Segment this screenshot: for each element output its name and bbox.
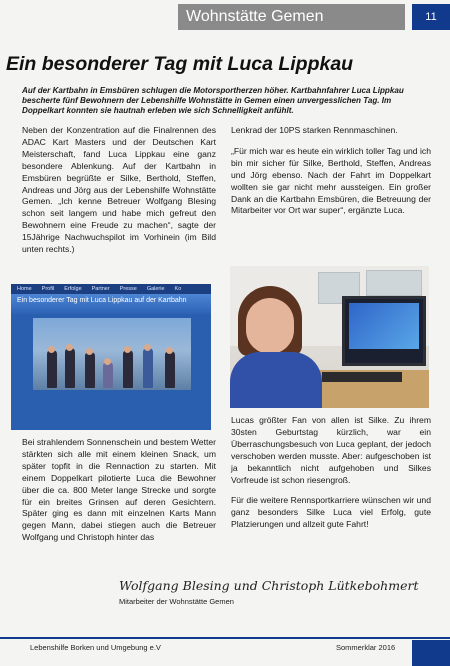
column-left-bottom xyxy=(22,437,216,553)
nav-item: Ko xyxy=(174,286,182,292)
footer-issue: Sommerklar 2016 xyxy=(336,643,396,652)
page-number: 11 xyxy=(412,4,450,30)
article-lead: Auf der Kartbahn in Emsbüren schlugen die Motorsportherzen höher. Kartbahnfahrer Luca Lippkau bescherte fünf Bewohnern der Lebenshilfe Wohnstätte in Gemen einen unvergesslichen Tag. Im Doppelkart konnten sie hautnah erleben wie sich Schnelligkeit anfühlt. xyxy=(22,86,404,115)
footer-publisher: Lebenshilfe Borken und Umgebung e.V xyxy=(30,643,161,652)
nav-item: Presse xyxy=(119,286,137,292)
paragraph: Lenkrad der 10PS starken Rennmaschinen. xyxy=(231,125,398,135)
column-right-bottom xyxy=(231,415,431,540)
column-left-top xyxy=(22,125,216,265)
paragraph: Bei strahlendem Sonnenschein und bestem Wetter stärkten sich alle mit einem kleinen Snack, um später topfit in die Rennaction zu starten. Mit einem Doppelkart pilotierte Luca die Bewohner über die ca. 800 Meter lange Strecke und sorgte für ein breites Grinsen auf deren Gesichtern. Später ging es dann mit einzelnen Karts Mann gegen Mann, dabei stiegen auch die Betreuer Wolfgang und Christoph hinter das xyxy=(22,437,216,543)
website-screenshot-image xyxy=(11,284,211,430)
column-right-top xyxy=(231,125,431,226)
silke-photo xyxy=(230,266,429,408)
website-banner: Ein besonderer Tag mit Luca Lippkau auf der Kartbahn xyxy=(11,294,211,314)
paragraph: Lucas größter Fan von allen ist Silke. Zu ihrem 30sten Geburtstag kürzlich, war ein Überraschungsbesuch von Luca geplant, der jedoch verschoben werden musste. Aber: aufgeschoben ist ja bekanntlich nicht aufgehoben und Silkes Vorfreude ist schon riesengroß. xyxy=(231,415,431,485)
footer-divider xyxy=(0,637,450,639)
group-photo xyxy=(33,318,191,390)
website-caption xyxy=(17,396,205,401)
nav-item: Erfolge xyxy=(64,286,82,292)
keyboard xyxy=(322,372,402,382)
section-title: Wohnstätte Gemen xyxy=(178,4,405,30)
website-nav xyxy=(11,284,211,294)
footer-marker xyxy=(412,640,450,666)
nav-item: Galerie xyxy=(146,286,165,292)
article-title: Ein besonderer Tag mit Luca Lippkau xyxy=(6,53,354,75)
paragraph: „Für mich war es heute ein wirklich toller Tag und ich bin mir sicher für Silke, Berthold, Steffen, Andreas und Jörg ebenso. Nach der Fahrt im Doppelkart wollten sie gar nicht mehr aussteigen. Ein großer Dank an die Kartbahn Emsbüren, die Betreuung der Mitarbeiter vor Ort war super“, ergänzte Luca. xyxy=(231,145,431,216)
paragraph: Neben der Konzentration auf die Finalrennen des ADAC Kart Masters und der Deutschen Kart Meisterschaft, fand Luca Lippkau eine ganz besondere Ablenkung. Auf der Kartbahn in Emsbüren begrüßte er Silke, Berthold, Steffen, Andreas und Jörg aus der Lebenshilfe Wohnstätte Gemen. „Ich kenne Betreuer Wolfgang Blesing schon seit langem und habe mich gefreut den Bewohnern eine Freude zu machen“, sagte der 15Jährige Nachwuchspilot im Vorhinein (im Bild unten rechts.) xyxy=(22,125,216,255)
page-header xyxy=(0,0,450,34)
nav-item: Home xyxy=(17,286,32,292)
nav-item: Partner xyxy=(91,286,110,292)
author-role: Mitarbeiter der Wohnstätte Gemen xyxy=(119,597,234,606)
author-signature: Wolfgang Blesing und Christoph Lütkebohmert xyxy=(119,578,419,593)
nav-item: Profil xyxy=(41,286,55,292)
computer-monitor xyxy=(342,296,426,366)
paragraph: Für die weitere Rennsportkarriere wünschen wir und ganz besonders Silke Luca viel Erfolg, gute Platzierungen und allzeit gute Fahrt! xyxy=(231,495,431,530)
